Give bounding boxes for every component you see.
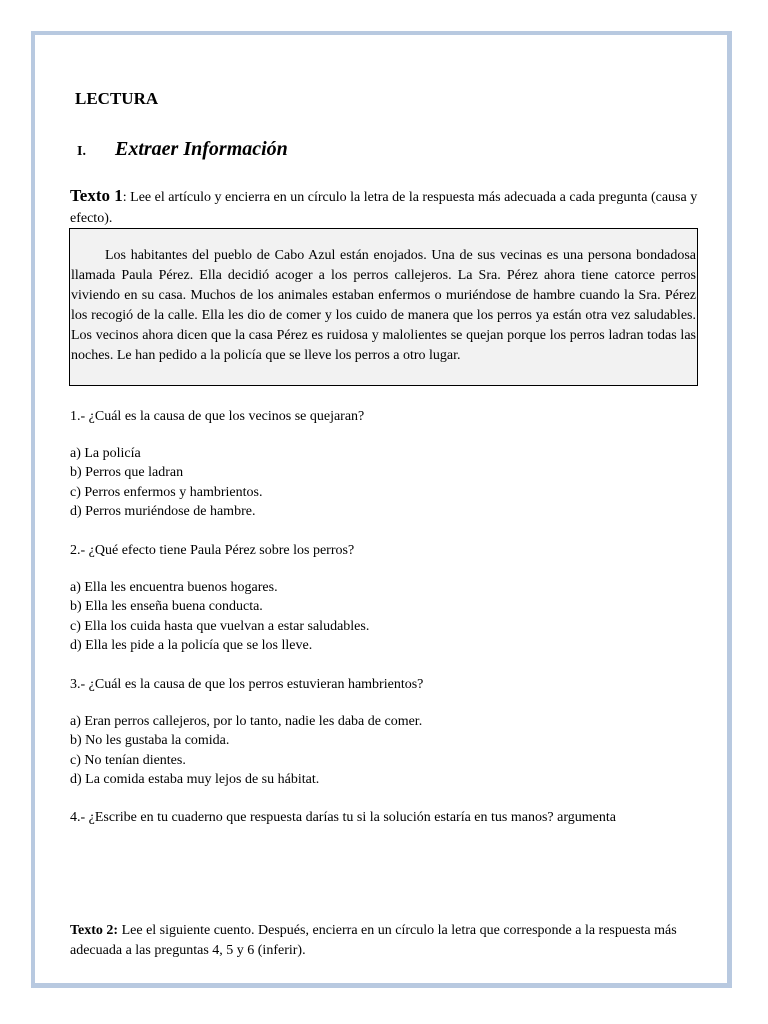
reading-passage-box bbox=[69, 228, 698, 386]
question-1-options bbox=[70, 444, 262, 521]
option: c) No tenían dientes. bbox=[70, 752, 186, 768]
texto2-instructions bbox=[70, 921, 700, 961]
texto2-label: Texto 2: bbox=[70, 923, 119, 938]
option: b) No les gustaba la comida. bbox=[70, 733, 230, 749]
question-2: 2.- ¿Qué efecto tiene Paula Pérez sobre los perros? bbox=[70, 543, 355, 558]
texto2-instruction-text: Lee el siguiente cuento. Después, encierra en un círculo la letra que corresponde a la respuesta más adecuada a las preguntas 4, 5 y 6 (inferir). bbox=[70, 923, 677, 958]
texto1-instructions bbox=[70, 185, 700, 229]
option: a) Ella les encuentra buenos hogares. bbox=[70, 580, 278, 595]
option: d) Perros muriéndose de hambre. bbox=[70, 503, 256, 519]
option: d) Ella les pide a la policía que se los lleve. bbox=[70, 637, 313, 653]
option: b) Perros que ladran bbox=[70, 465, 184, 481]
document-heading: LECTURA bbox=[75, 89, 159, 108]
option: c) Perros enfermos y hambrientos. bbox=[70, 484, 263, 500]
option: c) Ella los cuida hasta que vuelvan a estar saludables. bbox=[70, 618, 370, 634]
reading-passage-text: Los habitantes del pueblo de Cabo Azul están enojados. Una de sus vecinas es una persona bondadosa llamada Paula Pérez. Ella decidió acoger a los perros callejeros. La Sra. Pérez ahora tiene catorce perros viviendo en su casa. Muchos de los animales estaban enfermos o muriéndose de hambre cuando la Sra. Pérez los recogió de la calle. Ella les dio de comer y los cuido de manera que los perros ya están otra vez saludables. Los vecinos ahora dicen que la casa Pérez es ruidosa y malolientes se quejan porque los perros ladran todas las noches. Le han pedido a la policía que se lleve los perros a otro lugar. bbox=[71, 248, 696, 364]
question-2-options bbox=[70, 578, 369, 655]
section-heading bbox=[77, 138, 288, 161]
texto1-label: Texto 1 bbox=[70, 186, 123, 205]
texto1-instruction-text: : Lee el artículo y encierra en un círculo la letra de la respuesta más adecuada a cada pregunta (causa y efecto). bbox=[70, 190, 698, 226]
option: a) La policía bbox=[70, 446, 141, 461]
option: d) La comida estaba muy lejos de su hábitat. bbox=[70, 771, 320, 787]
question-4: 4.- ¿Escribe en tu cuaderno que respuesta darías tu si la solución estaría en tus manos? argumenta bbox=[70, 810, 616, 825]
question-3: 3.- ¿Cuál es la causa de que los perros estuvieran hambrientos? bbox=[70, 677, 424, 692]
option: a) Eran perros callejeros, por lo tanto, nadie les daba de comer. bbox=[70, 714, 423, 729]
question-1: 1.- ¿Cuál es la causa de que los vecinos se quejaran? bbox=[70, 409, 365, 424]
section-title: Extraer Información bbox=[115, 138, 288, 160]
question-3-options bbox=[70, 712, 422, 789]
option: b) Ella les enseña buena conducta. bbox=[70, 599, 263, 615]
section-number: I. bbox=[77, 144, 86, 159]
